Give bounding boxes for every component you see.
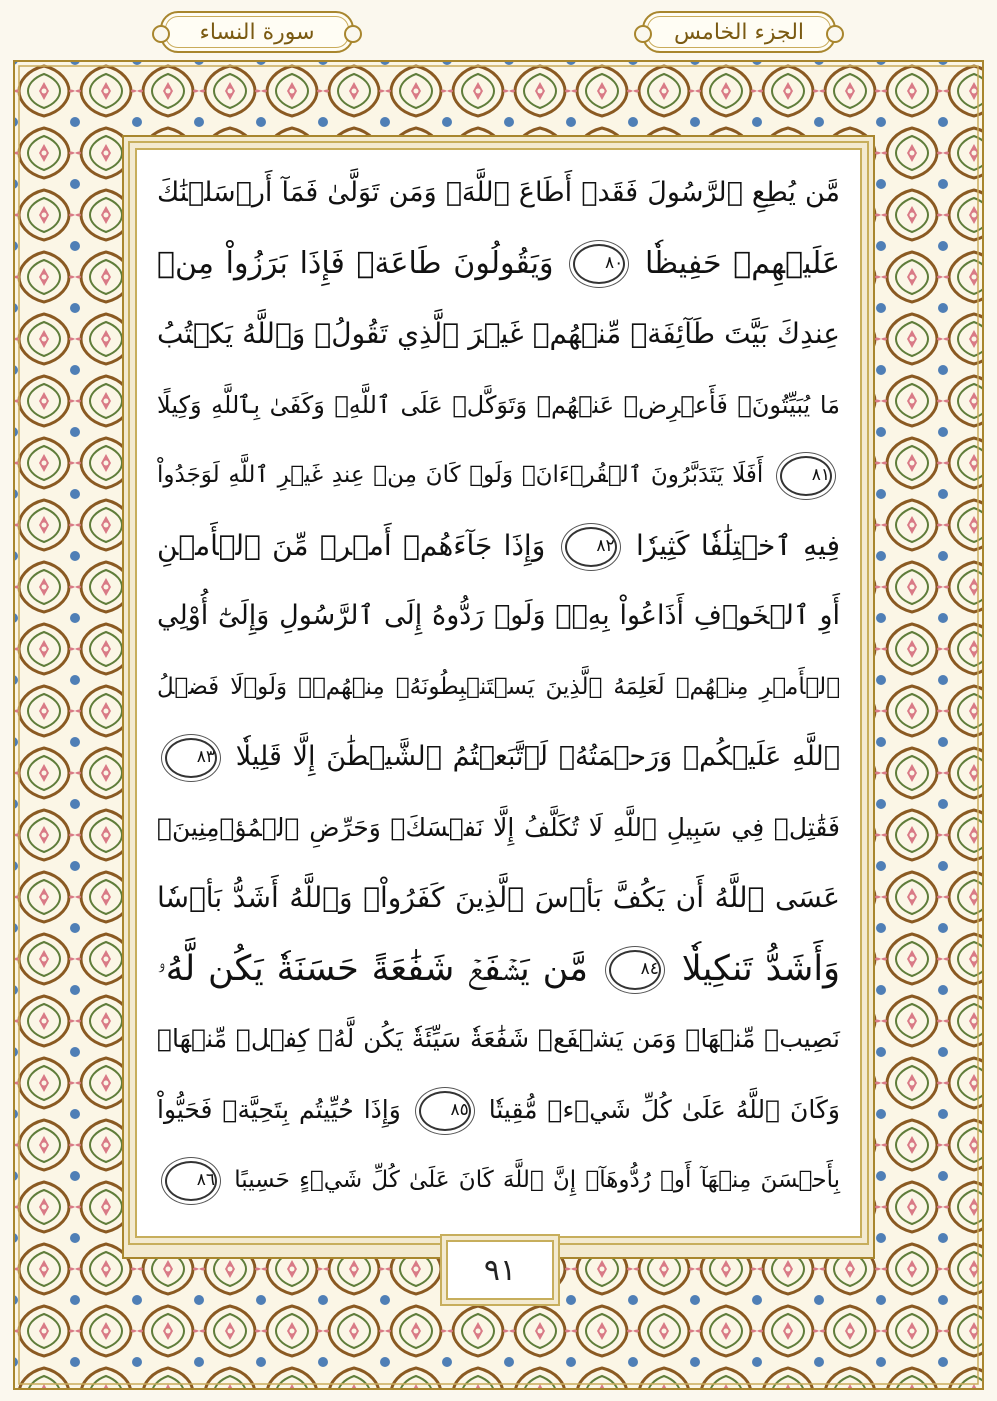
quran-text-panel: [135, 148, 862, 1238]
verse-text: أَفَلَا يَتَدَبَّرُونَ ٱلۡقُرۡءَانَۚ وَلَوۡ كَانَ مِنۡ عِندِ غَيۡرِ ٱللَّهِ لَوَجَدُواْ: [157, 462, 764, 488]
verse-line: [157, 158, 840, 229]
juz-name-text: الجزء الخامس: [673, 19, 805, 45]
ayah-number-marker: ٨٣: [165, 738, 217, 778]
verse-text: فِيهِ ٱخۡتِلَٰفٗا كَثِيرٗا: [636, 528, 840, 562]
page-number-text: ٩١: [483, 1252, 517, 1288]
verse-text: وَإِذَا حُيِّيتُم بِتَحِيَّةٖ فَحَيُّواْ: [157, 1094, 401, 1124]
verse-line: [157, 722, 840, 793]
verse-text: ٱلۡأَمۡرِ مِنۡهُمۡ لَعَلِمَهُ ٱلَّذِينَ يَسۡتَنۢبِطُونَهُۥ مِنۡهُمۡۗ وَلَوۡلَا فَضۡلُ: [157, 673, 840, 700]
verse-line: [157, 934, 840, 1005]
cartouche-end-ornament: [634, 25, 652, 43]
verse-text: مَّن يُطِعِ ٱلرَّسُولَ فَقَدۡ أَطَاعَ ٱللَّهَۖ وَمَن تَوَلَّىٰ فَمَآ أَرۡسَلۡنَٰكَ: [157, 177, 840, 208]
verse-text: فَقَٰتِلۡ فِي سَبِيلِ ٱللَّهِ لَا تُكَلَّفُ إِلَّا نَفۡسَكَۚ وَحَرِّضِ ٱلۡمُؤۡمِنِينَۖ: [157, 812, 840, 842]
verse-line: [157, 1075, 840, 1146]
ayah-number-marker: ٨١: [780, 456, 832, 496]
page-number: [446, 1240, 554, 1300]
verse-line: [157, 229, 840, 300]
verse-line: [157, 652, 840, 723]
verse-text: نَصِيبٞ مِّنۡهَاۖ وَمَن يَشۡفَعۡ شَفَٰعَةٗ سَيِّئَةٗ يَكُن لَّهُۥ كِفۡلٞ مِّنۡهَاۗ: [157, 1024, 840, 1053]
verse-line: [157, 1145, 840, 1216]
verse-line: [157, 440, 840, 511]
verse-text: عَلَيۡهِمۡ حَفِيظٗا: [645, 245, 840, 281]
verse-text: عِندِكَ بَيَّتَ طَآئِفَةٞ مِّنۡهُمۡ غَيۡرَ ٱلَّذِي تَقُولُۖ وَٱللَّهُ يَكۡتُبُ: [157, 317, 840, 350]
verse-text: وَيَقُولُونَ طَاعَةٞ فَإِذَا بَرَزُواْ مِنۡ: [157, 245, 554, 281]
verse-text: مَا يُبَيِّتُونَۖ فَأَعۡرِضۡ عَنۡهُمۡ وَتَوَكَّلۡ عَلَى ٱللَّهِۚ وَكَفَىٰ بِٱللَّهِ وَكِيلًا: [157, 390, 840, 419]
ayah-number-marker: ٨٤: [609, 950, 661, 990]
ayah-number-marker: ٨٦: [165, 1161, 217, 1201]
cartouche-end-ornament: [826, 25, 844, 43]
verse-text: وَأَشَدُّ تَنكِيلٗا: [681, 948, 840, 989]
cartouche-end-ornament: [344, 25, 362, 43]
juz-name-header: [642, 11, 836, 53]
ayah-number-marker: ٨٥: [419, 1091, 471, 1131]
verse-text: وَكَانَ ٱللَّهُ عَلَىٰ كُلِّ شَيۡءٖ مُّقِيتٗا: [488, 1094, 840, 1124]
verse-line: [157, 863, 840, 934]
verse-line: [157, 370, 840, 441]
verse-text: وَإِذَا جَآءَهُمۡ أَمۡرٞ مِّنَ ٱلۡأَمۡنِ: [157, 528, 546, 562]
verse-line: [157, 793, 840, 864]
ayah-number-marker: ٨٢: [565, 527, 617, 567]
verse-text: ٱللَّهِ عَلَيۡكُمۡ وَرَحۡمَتُهُۥ لَٱتَّبَعۡتُمُ ٱلشَّيۡطَٰنَ إِلَّا قَلِيلٗا: [235, 741, 840, 772]
verse-text: أَوِ ٱلۡخَوۡفِ أَذَاعُواْ بِهِۦۖ وَلَوۡ رَدُّوهُ إِلَى ٱلرَّسُولِ وَإِلَىٰٓ أُوْلِي: [157, 600, 840, 631]
verse-line: [157, 1004, 840, 1075]
verse-text: مَّن يَشۡفَعۡ شَفَٰعَةً حَسَنَةٗ يَكُن لَّهُۥ: [157, 948, 588, 989]
verse-line: [157, 581, 840, 652]
surah-name-header: [160, 11, 354, 53]
ayah-number-marker: ٨٠: [573, 244, 625, 284]
verse-text: عَسَى ٱللَّهُ أَن يَكُفَّ بَأۡسَ ٱلَّذِينَ كَفَرُواْۚ وَٱللَّهُ أَشَدُّ بَأۡسٗا: [157, 881, 840, 914]
verse-line: [157, 299, 840, 370]
surah-name-text: سورة النساء: [199, 19, 315, 45]
verse-text: بِأَحۡسَنَ مِنۡهَآ أَوۡ رُدُّوهَآۗ إِنَّ ٱللَّهَ كَانَ عَلَىٰ كُلِّ شَيۡءٍ حَسِيبًا: [234, 1167, 840, 1193]
cartouche-end-ornament: [152, 25, 170, 43]
verse-line: [157, 511, 840, 582]
